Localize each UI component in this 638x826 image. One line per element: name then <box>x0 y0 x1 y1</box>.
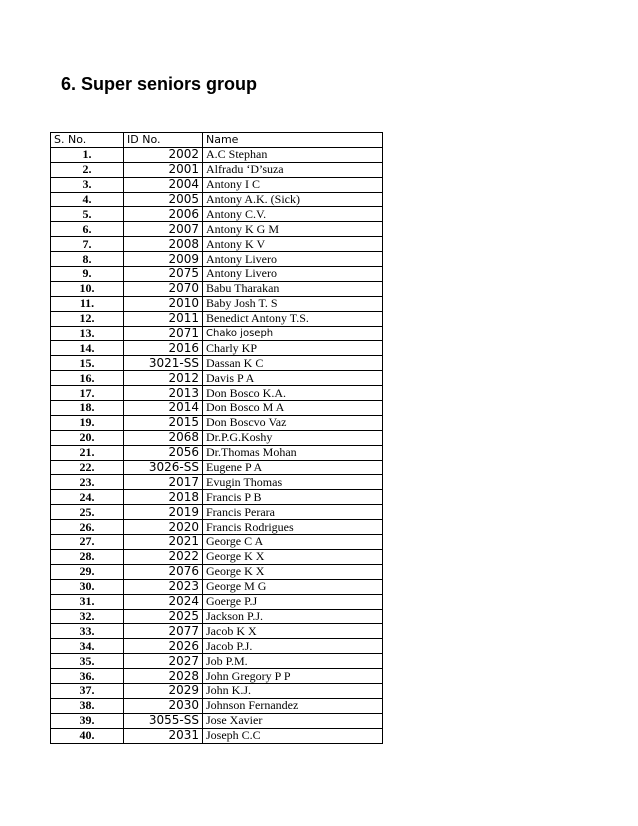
member-name-cell: Francis P B <box>203 490 383 505</box>
serial-number-cell: 5. <box>51 207 124 222</box>
serial-number-cell: 13. <box>51 326 124 341</box>
table-row <box>51 326 383 341</box>
table-row <box>51 341 383 356</box>
id-number-cell: 2005 <box>124 192 203 207</box>
member-name-cell: Don Bosco M A <box>203 401 383 416</box>
id-number-cell: 2070 <box>124 281 203 296</box>
table-row <box>51 713 383 728</box>
table-row <box>51 445 383 460</box>
id-number-cell: 2019 <box>124 505 203 520</box>
table-row <box>51 401 383 416</box>
serial-number-cell: 28. <box>51 549 124 564</box>
table-header-row <box>51 133 383 148</box>
member-name-cell: Francis Rodrigues <box>203 520 383 535</box>
serial-number-cell: 17. <box>51 386 124 401</box>
member-name-cell: Chako joseph <box>203 326 383 341</box>
id-number-cell: 2001 <box>124 162 203 177</box>
member-name-cell: Goerge P.J <box>203 594 383 609</box>
table-row <box>51 475 383 490</box>
serial-number-cell: 12. <box>51 311 124 326</box>
id-number-cell: 2024 <box>124 594 203 609</box>
table-row <box>51 683 383 698</box>
id-number-cell: 2012 <box>124 371 203 386</box>
id-number-cell: 2027 <box>124 654 203 669</box>
member-name-cell: Antony C.V. <box>203 207 383 222</box>
table-row <box>51 639 383 654</box>
table-row <box>51 669 383 684</box>
serial-number-cell: 24. <box>51 490 124 505</box>
id-number-cell: 2021 <box>124 535 203 550</box>
table-row <box>51 564 383 579</box>
member-name-cell: Francis Perara <box>203 505 383 520</box>
table-row <box>51 728 383 743</box>
serial-number-cell: 2. <box>51 162 124 177</box>
member-name-cell: Jackson P.J. <box>203 609 383 624</box>
member-name-cell: Antony K G M <box>203 222 383 237</box>
serial-number-cell: 23. <box>51 475 124 490</box>
serial-number-cell: 15. <box>51 356 124 371</box>
table-row <box>51 624 383 639</box>
member-name-cell: Don Bosco K.A. <box>203 386 383 401</box>
id-number-cell: 2029 <box>124 683 203 698</box>
serial-number-cell: 30. <box>51 579 124 594</box>
table-row <box>51 520 383 535</box>
id-number-cell: 2011 <box>124 311 203 326</box>
member-name-cell: A.C Stephan <box>203 147 383 162</box>
id-number-cell: 2014 <box>124 401 203 416</box>
member-name-cell: Jose Xavier <box>203 713 383 728</box>
id-number-cell: 2025 <box>124 609 203 624</box>
member-name-cell: George K X <box>203 549 383 564</box>
table-row <box>51 192 383 207</box>
table-row <box>51 356 383 371</box>
member-name-cell: Job P.M. <box>203 654 383 669</box>
member-name-cell: Eugene P A <box>203 460 383 475</box>
table-row <box>51 609 383 624</box>
table-row <box>51 654 383 669</box>
serial-number-cell: 11. <box>51 296 124 311</box>
member-name-cell: Jacob P.J. <box>203 639 383 654</box>
serial-number-cell: 35. <box>51 654 124 669</box>
serial-number-cell: 32. <box>51 609 124 624</box>
member-name-cell: Dr.Thomas Mohan <box>203 445 383 460</box>
member-name-cell: Antony Livero <box>203 252 383 267</box>
serial-number-cell: 3. <box>51 177 124 192</box>
table-row <box>51 296 383 311</box>
table-row <box>51 237 383 252</box>
member-name-cell: Don Boscvo Vaz <box>203 415 383 430</box>
serial-number-cell: 22. <box>51 460 124 475</box>
serial-number-cell: 16. <box>51 371 124 386</box>
id-number-cell: 2015 <box>124 415 203 430</box>
table-body <box>51 147 383 743</box>
serial-number-cell: 25. <box>51 505 124 520</box>
member-name-cell: Johnson Fernandez <box>203 698 383 713</box>
serial-number-cell: 20. <box>51 430 124 445</box>
table-row <box>51 415 383 430</box>
serial-number-cell: 36. <box>51 669 124 684</box>
table-row <box>51 222 383 237</box>
table-row <box>51 460 383 475</box>
id-number-cell: 2075 <box>124 267 203 282</box>
serial-number-cell: 9. <box>51 267 124 282</box>
id-number-cell: 2013 <box>124 386 203 401</box>
table-row <box>51 594 383 609</box>
serial-number-cell: 40. <box>51 728 124 743</box>
table-row <box>51 177 383 192</box>
table-row <box>51 549 383 564</box>
serial-number-cell: 4. <box>51 192 124 207</box>
serial-number-cell: 18. <box>51 401 124 416</box>
column-header-sno: S. No. <box>51 133 124 148</box>
id-number-cell: 2016 <box>124 341 203 356</box>
serial-number-cell: 6. <box>51 222 124 237</box>
id-number-cell: 3021-SS <box>124 356 203 371</box>
table-row <box>51 490 383 505</box>
member-name-cell: Benedict Antony T.S. <box>203 311 383 326</box>
member-name-cell: Antony Livero <box>203 267 383 282</box>
table-row <box>51 311 383 326</box>
id-number-cell: 2017 <box>124 475 203 490</box>
member-name-cell: Dr.P.G.Koshy <box>203 430 383 445</box>
id-number-cell: 2056 <box>124 445 203 460</box>
serial-number-cell: 27. <box>51 535 124 550</box>
member-name-cell: Evugin Thomas <box>203 475 383 490</box>
member-name-cell: Antony K V <box>203 237 383 252</box>
serial-number-cell: 33. <box>51 624 124 639</box>
member-name-cell: George C A <box>203 535 383 550</box>
member-name-cell: Charly KP <box>203 341 383 356</box>
member-name-cell: John K.J. <box>203 683 383 698</box>
member-name-cell: Babu Tharakan <box>203 281 383 296</box>
id-number-cell: 2071 <box>124 326 203 341</box>
serial-number-cell: 10. <box>51 281 124 296</box>
id-number-cell: 2026 <box>124 639 203 654</box>
table-row <box>51 162 383 177</box>
serial-number-cell: 34. <box>51 639 124 654</box>
id-number-cell: 2018 <box>124 490 203 505</box>
serial-number-cell: 19. <box>51 415 124 430</box>
member-name-cell: Alfradu ‘D’suza <box>203 162 383 177</box>
table-row <box>51 430 383 445</box>
member-name-cell: John Gregory P P <box>203 669 383 684</box>
id-number-cell: 2004 <box>124 177 203 192</box>
id-number-cell: 2076 <box>124 564 203 579</box>
id-number-cell: 2009 <box>124 252 203 267</box>
column-header-id: ID No. <box>124 133 203 148</box>
table-row <box>51 698 383 713</box>
id-number-cell: 2028 <box>124 669 203 684</box>
member-name-cell: Antony A.K. (Sick) <box>203 192 383 207</box>
id-number-cell: 2023 <box>124 579 203 594</box>
id-number-cell: 3055-SS <box>124 713 203 728</box>
member-name-cell: George M G <box>203 579 383 594</box>
table-row <box>51 207 383 222</box>
id-number-cell: 2007 <box>124 222 203 237</box>
serial-number-cell: 39. <box>51 713 124 728</box>
serial-number-cell: 21. <box>51 445 124 460</box>
members-table <box>50 132 383 744</box>
table-row <box>51 371 383 386</box>
member-name-cell: Baby Josh T. S <box>203 296 383 311</box>
serial-number-cell: 37. <box>51 683 124 698</box>
id-number-cell: 2022 <box>124 549 203 564</box>
table-row <box>51 579 383 594</box>
member-name-cell: Dassan K C <box>203 356 383 371</box>
id-number-cell: 2006 <box>124 207 203 222</box>
id-number-cell: 3026-SS <box>124 460 203 475</box>
member-name-cell: Joseph C.C <box>203 728 383 743</box>
serial-number-cell: 31. <box>51 594 124 609</box>
table-row <box>51 281 383 296</box>
member-name-cell: Antony I C <box>203 177 383 192</box>
serial-number-cell: 8. <box>51 252 124 267</box>
serial-number-cell: 7. <box>51 237 124 252</box>
member-name-cell: George K X <box>203 564 383 579</box>
table-row <box>51 535 383 550</box>
id-number-cell: 2008 <box>124 237 203 252</box>
id-number-cell: 2068 <box>124 430 203 445</box>
id-number-cell: 2020 <box>124 520 203 535</box>
member-name-cell: Jacob K X <box>203 624 383 639</box>
table-row <box>51 386 383 401</box>
column-header-name: Name <box>203 133 383 148</box>
id-number-cell: 2002 <box>124 147 203 162</box>
page-title: 6. Super seniors group <box>61 74 258 94</box>
table-row <box>51 252 383 267</box>
serial-number-cell: 14. <box>51 341 124 356</box>
serial-number-cell: 1. <box>51 147 124 162</box>
serial-number-cell: 26. <box>51 520 124 535</box>
id-number-cell: 2030 <box>124 698 203 713</box>
serial-number-cell: 38. <box>51 698 124 713</box>
serial-number-cell: 29. <box>51 564 124 579</box>
id-number-cell: 2010 <box>124 296 203 311</box>
table-row <box>51 267 383 282</box>
table-row <box>51 147 383 162</box>
id-number-cell: 2077 <box>124 624 203 639</box>
member-name-cell: Davis P A <box>203 371 383 386</box>
table-row <box>51 505 383 520</box>
id-number-cell: 2031 <box>124 728 203 743</box>
